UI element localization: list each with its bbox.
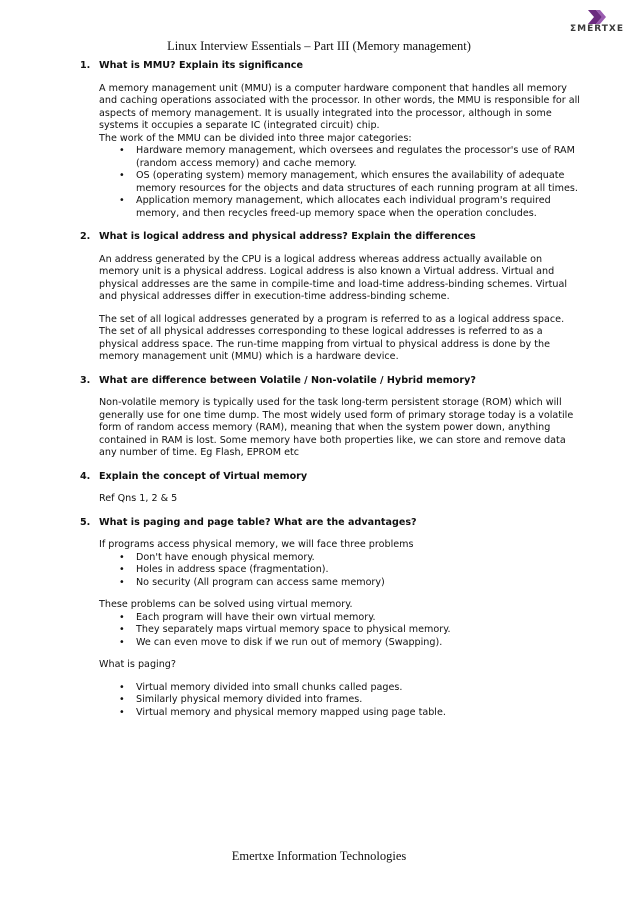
question-title: What are difference between Volatile / Non-volatile / Hybrid memory? <box>99 374 476 386</box>
bullet-icon: • <box>119 576 125 588</box>
answer-paragraph: The work of the MMU can be divided into three major categories: <box>99 132 412 144</box>
question-heading <box>80 231 580 244</box>
bullet-list <box>80 552 580 590</box>
bullet-list <box>80 145 580 220</box>
answer-paragraph: These problems can be solved using virtual memory. <box>99 599 353 610</box>
brand-name: ΣMERTXE <box>569 24 624 34</box>
bullet-icon: • <box>119 636 125 648</box>
list-item: • We can even move to disk if we run out of memory (Swapping). <box>119 636 443 648</box>
question-title: Explain the concept of Virtual memory <box>99 470 308 482</box>
question-title: What is MMU? Explain its significance <box>99 60 303 71</box>
bullet-icon: • <box>119 145 125 156</box>
list-item: • Similarly physical memory divided into frames. <box>119 694 363 705</box>
question-number: 4. <box>80 470 91 482</box>
question-heading <box>80 375 580 388</box>
question-heading <box>80 60 580 73</box>
answer-paragraph: What is paging? <box>99 659 176 670</box>
answer-paragraph: If programs access physical memory, we will face three problems <box>99 539 414 550</box>
question-2 <box>80 231 580 364</box>
emertxe-chevron-logo-icon <box>586 10 606 24</box>
list-item: • They separately maps virtual memory space to physical memory. <box>119 624 451 635</box>
list-item: • No security (All program can access same memory) <box>119 576 385 588</box>
list-item: • Virtual memory divided into small chunks called pages. <box>119 681 403 693</box>
question-number: 1. <box>80 60 91 71</box>
list-item: • Holes in address space (fragmentation). <box>119 564 329 575</box>
list-item: • Virtual memory and physical memory mapped using page table. <box>119 706 446 718</box>
answer-paragraph: The set of all logical addresses generated by a program is referred to as a logical address space. The set of all physical addresses corresponding to these logical addresses is referred to as a physical address space. The run-time mapping from virtual to physical address is done by the memory management unit (MMU) which is a hardware device. <box>99 313 565 362</box>
answer-paragraph: Ref Qns 1, 2 & 5 <box>99 493 178 504</box>
answer-paragraph: Non-volatile memory is typically used for the task long-term persistent storage (ROM) which will generally use for one time dump. The most widely used form of primary storage today is a volatile form of random access memory (RAM), meaning that when the system power down, anything contained in RAM is lost. Some memory have both properties like, we can store and remove data any number of time. Eg Flash, EPROM etc <box>99 397 574 458</box>
answer-paragraph: An address generated by the CPU is a logical address whereas address actually available on memory unit is a physical address. Logical address is also known a Virtual address. Virtual and physical addresses are the same in compile-time and load-time address-binding schemes. Virtual and physical addresses differ in execution-time address-binding scheme. <box>99 253 568 302</box>
list-item: • Hardware memory management, which oversees and regulates the processor's use of RAM (random access memory) and cache memory. <box>119 145 575 169</box>
question-number: 5. <box>80 516 91 528</box>
brand-logo <box>568 10 624 36</box>
bullet-icon: • <box>119 681 125 693</box>
question-5 <box>80 517 580 720</box>
question-1 <box>80 60 580 220</box>
list-item: • Don't have enough physical memory. <box>119 551 315 563</box>
document-body <box>80 60 580 730</box>
bullet-icon: • <box>119 564 125 575</box>
bullet-icon: • <box>119 694 125 705</box>
question-3 <box>80 375 580 460</box>
answer-paragraph: A memory management unit (MMU) is a computer hardware component that handles all memory and caching operations associated with the processor. In other words, the MMU is responsible for all aspects of memory management. It is usually integrated into the processor, although in some systems it occupies a separate IC (integrated circuit) chip. <box>99 82 580 131</box>
question-number: 2. <box>80 231 91 242</box>
page-header: Linux Interview Essentials – Part III (Memory management) <box>167 39 471 53</box>
list-item: • Application memory management, which allocates each individual program's required memory, and then recycles freed-up memory space when the operation concludes. <box>119 195 551 219</box>
question-title: What is paging and page table? What are the advantages? <box>99 516 417 528</box>
list-item: • OS (operating system) memory management, which ensures the availability of adequate memory resources for the objects and data structures of each running program at all times. <box>119 170 578 194</box>
question-heading <box>80 471 580 484</box>
question-4 <box>80 471 580 506</box>
bullet-icon: • <box>119 170 125 181</box>
bullet-icon: • <box>119 611 125 623</box>
question-number: 3. <box>80 374 91 386</box>
bullet-list <box>80 682 580 720</box>
bullet-icon: • <box>119 195 125 206</box>
question-heading <box>80 517 580 530</box>
bullet-icon: • <box>119 551 125 563</box>
bullet-icon: • <box>119 706 125 718</box>
page-footer: Emertxe Information Technologies <box>231 849 407 863</box>
bullet-icon: • <box>119 624 125 635</box>
bullet-list <box>80 612 580 650</box>
list-item: • Each program will have their own virtual memory. <box>119 611 376 623</box>
question-title: What is logical address and physical address? Explain the differences <box>99 231 476 242</box>
